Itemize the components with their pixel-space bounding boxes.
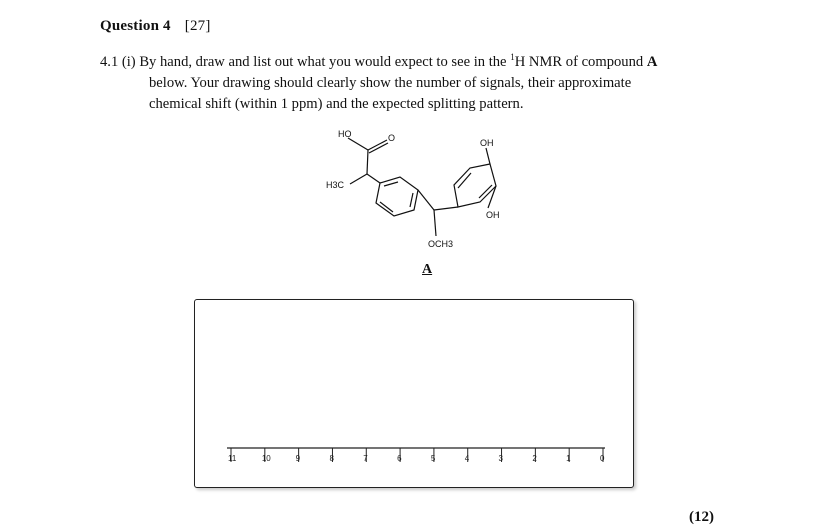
tick-label-9: 9 xyxy=(295,454,301,463)
compound-structure xyxy=(290,128,550,263)
question-line-3: chemical shift (within 1 ppm) and the expected splitting pattern. xyxy=(149,96,524,112)
question-line-2: below. Your drawing should clearly show the number of signals, their approximate xyxy=(149,75,632,91)
tick-label-5: 5 xyxy=(430,454,436,463)
label-h3c: H3C xyxy=(326,180,345,190)
tick-label-11: 11 xyxy=(228,454,237,463)
label-oh-right: OH xyxy=(486,210,500,220)
tick-label-3: 3 xyxy=(498,454,503,463)
superscript-one: 1 xyxy=(510,52,515,63)
compound-label: A xyxy=(422,262,433,277)
question-marks: [27] xyxy=(184,18,211,34)
question-header xyxy=(100,18,211,35)
compound-reference: A xyxy=(646,54,658,70)
question-line-1: 4.1 (i) By hand, draw and list out what you would expect to see in the $^1$H NMR of compound A xyxy=(100,52,658,70)
nmr-drawing-box[interactable] xyxy=(194,299,634,488)
tick-label-10: 10 xyxy=(261,454,271,463)
structure-drawing xyxy=(290,128,550,263)
ppm-axis xyxy=(195,300,633,487)
label-carbonyl-o: O xyxy=(388,133,396,143)
part-marks: (12) xyxy=(689,509,714,525)
tick-label-0: 0 xyxy=(600,454,605,463)
question-title: Question 4 xyxy=(100,18,171,34)
tick-label-4: 4 xyxy=(464,454,470,463)
label-oh-top: OH xyxy=(480,138,494,148)
tick-label-8: 8 xyxy=(329,454,334,463)
label-och3: OCH3 xyxy=(428,239,454,249)
tick-label-6: 6 xyxy=(397,454,402,463)
tick-label-2: 2 xyxy=(532,454,537,463)
tick-label-1: 1 xyxy=(566,454,571,463)
label-ho: HO xyxy=(338,129,352,139)
tick-label-7: 7 xyxy=(363,454,368,463)
part-number: 4.1 (i) xyxy=(100,54,136,70)
question-text xyxy=(100,52,730,115)
